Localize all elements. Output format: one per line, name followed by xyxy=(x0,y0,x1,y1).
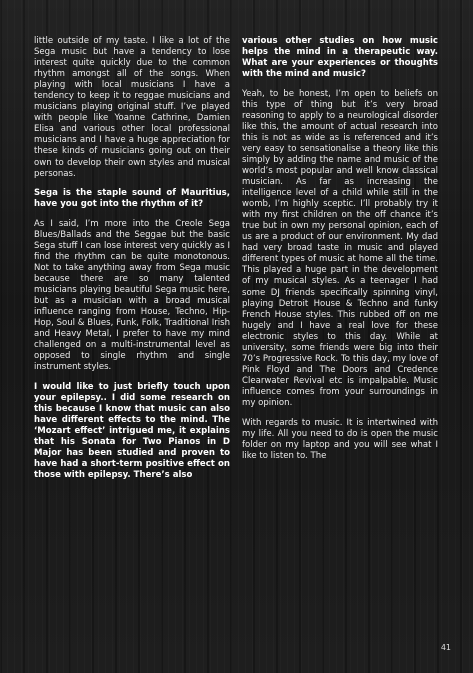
interview-question: I would like to just briefly touch upon your epilepsy.. I did some research on this because I know that music can also have different effects to the mind. The ‘Mozart effect’ intrigued me, it explains that his Sonata for Two Pianos in D Major has been studied and proven to have had a short-term positive effect on those with epilepsy. There’s also xyxy=(34,381,230,481)
left-column xyxy=(34,36,230,481)
interview-question-continued: various other studies on how music helps the mind in a therapeutic way. What are your experiences or thoughts with the mind and music? xyxy=(242,36,438,80)
answer-paragraph: With regards to music. It is intertwined with my life. All you need to do is open the music folder on my laptop and you will see what I like to listen to. The xyxy=(242,417,438,461)
answer-paragraph: little outside of my taste. I like a lot of the Sega music but have a tendency to lose interest quite quickly due to the common rhythm amongst all of the songs. When playing with local musicians I have a tendency to keep it to reggae musicians and musicians playing original stuff. I’ve played with people like Yoanne Cathrine, Damien Elisa and various other local professional musicians and I have a huge appreciation for these kinds of musicians going out on their own to develop their own styles and musical personas. xyxy=(34,36,230,179)
answer-paragraph: Yeah, to be honest, I’m open to beliefs on this type of thing but it’s very broad reasoning to apply to a neurological disorder like this, the amount of actual research into this is not as wide as is referenced and it’s very easy to sensationalise a theory like this simply by adding the name and music of the world’s most popular and well know classical musician. As far as increasing the intelligence level of a child while still in the womb, I’m highly sceptic. I’ll probably try it with my first children on the off chance it’s true but in own my personal opinion, each of us are a product of our environment. My dad had very broad taste in music and played different types of music at home all the time. This played a huge part in the development of my musical styles. As a teenager I had some DJ friends specifically spinning vinyl, playing Detroit House & Techno and funky French House styles. This rubbed off on me hugely and I have a real love for these electronic styles to this day. While at university, some friends were big into their 70’s Progressive Rock. To this day, my love of Pink Floyd and The Doors and Credence Clearwater Revival etc is impalpable. Music influence comes from your surroundings in my opinion. xyxy=(242,88,438,408)
page-number: 41 xyxy=(440,643,451,652)
answer-paragraph: As I said, I’m more into the Creole Sega Blues/Ballads and the Seggae but the basic Sega stuff I can lose interest very quickly as I find the rhythm can be quite monotonous. Not to take anything away from Sega music because there are so many talented musicians playing beautiful Sega music here, but as a musician with a broad musical influence ranging from House, Techno, Hip-Hop, Soul & Blues, Funk, Folk, Traditional Irish and Heavy Metal, I prefer to have my mind challenged on a multi-instrumental level as opposed to single rhythm and single instrument styles. xyxy=(34,218,230,373)
interview-question: Sega is the staple sound of Mauritius, have you got into the rhythm of it? xyxy=(34,188,230,210)
right-column xyxy=(242,36,438,462)
